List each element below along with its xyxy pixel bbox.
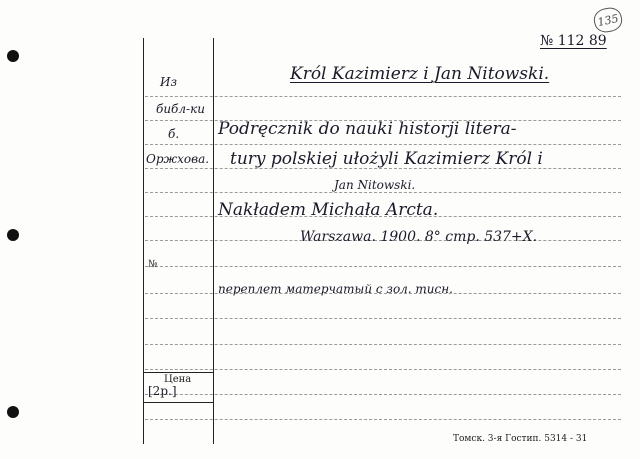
binding-note: переплет матерчатый с зол. тисн. <box>218 282 453 296</box>
provenance-line-1: Из <box>160 75 178 89</box>
ruled-line <box>145 192 621 193</box>
provenance-line-2: библ-ки <box>156 102 205 116</box>
punch-hole-bottom <box>7 406 19 418</box>
ruled-line <box>145 369 621 370</box>
ruled-line <box>145 344 621 345</box>
ruled-line <box>145 419 621 420</box>
ruled-line <box>145 266 621 267</box>
title-line-2: tury polskiej ułożyli Kazimierz Król i <box>230 149 543 169</box>
price-label: Цена <box>164 374 192 385</box>
printer-imprint: Томск. 3-я Гостип. 5314 - 31 <box>453 434 588 444</box>
ruled-line <box>145 144 621 145</box>
corner-stamp: 135 <box>592 5 624 34</box>
ruled-line <box>145 96 621 97</box>
title-line-1: Podręcznik do nauki historji litera- <box>218 119 517 139</box>
punch-hole-top <box>7 50 19 62</box>
imprint: Warszawa. 1900. 8° стр. 537+X. <box>300 229 538 245</box>
left-margin-line <box>143 38 144 444</box>
inventory-number: № 112 89 <box>540 33 607 49</box>
column-divider-line <box>213 38 214 444</box>
title-line-3: Jan Nitowski. <box>334 178 416 192</box>
number-label: № <box>148 259 158 270</box>
price-value: [2р.] <box>148 384 177 398</box>
punch-hole-middle <box>7 229 19 241</box>
ruled-line <box>145 394 621 395</box>
provenance-line-3: б. <box>168 127 180 141</box>
provenance-line-4: Оржхова. <box>146 152 210 166</box>
author-heading: Król Kazimierz i Jan Nitowski. <box>290 64 550 84</box>
ruled-line <box>145 318 621 319</box>
price-box-bottom-line <box>143 402 213 403</box>
price-box-top-line <box>143 372 213 373</box>
publisher: Nakładem Michała Arcta. <box>218 200 439 220</box>
